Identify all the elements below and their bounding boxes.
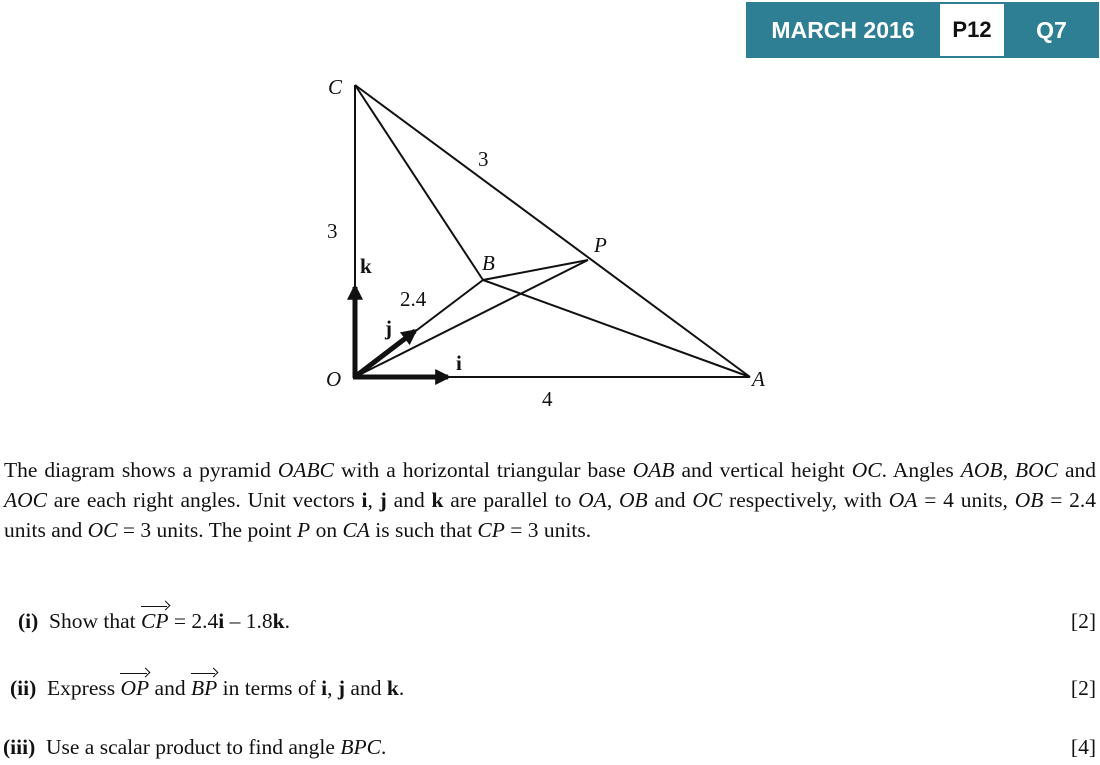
marks-part-ii: [2] xyxy=(1070,676,1096,700)
label-j: j xyxy=(385,316,392,340)
edge-CB xyxy=(355,85,483,280)
vector-OP: OP xyxy=(120,676,150,700)
exam-session: MARCH 2016 xyxy=(771,16,915,43)
vector-CP: CP xyxy=(141,609,169,633)
edge-BA xyxy=(483,280,750,377)
label-i: i xyxy=(456,351,462,375)
part-number: (ii) xyxy=(10,676,37,700)
question-part-i: (i) Show that CP = 2.4i – 1.8k. xyxy=(18,609,290,633)
label-O: O xyxy=(326,367,342,391)
length-OA: 4 xyxy=(542,387,553,411)
length-CP: 3 xyxy=(478,147,489,171)
label-B: B xyxy=(482,251,495,275)
length-OB: 2.4 xyxy=(400,287,427,311)
question-part-iii: (iii) Use a scalar product to find angle BPC. xyxy=(3,735,387,759)
vector-BP: BP xyxy=(190,676,218,700)
question-part-ii: (ii) Express OP and BP in terms of i, j and k. xyxy=(10,676,405,700)
marks-part-i: [2] xyxy=(1070,609,1096,633)
label-C: C xyxy=(328,75,343,99)
label-A: A xyxy=(752,367,765,391)
problem-statement: The diagram shows a pyramid OABC with a horizontal triangular base OAB and vertical height OC. Angles AOB, BOC and AOC are each right angles. Unit vectors i, j and k are parallel to OA, OB and OC respectively, with OA = 4 units, OB = 2.4 units and OC = 3 units. The point P on CA is such that CP = 3 units. xyxy=(4,458,1097,542)
marks-part-iii: [4] xyxy=(1070,735,1096,759)
part-number: (iii) xyxy=(3,735,36,759)
label-P: P xyxy=(594,233,607,257)
part-number: (i) xyxy=(18,609,39,633)
segment-BP xyxy=(483,260,588,280)
paper-code: P12 xyxy=(940,4,1004,56)
question-number: Q7 xyxy=(1036,16,1067,43)
length-OC: 3 xyxy=(327,219,338,243)
label-k: k xyxy=(360,254,372,278)
